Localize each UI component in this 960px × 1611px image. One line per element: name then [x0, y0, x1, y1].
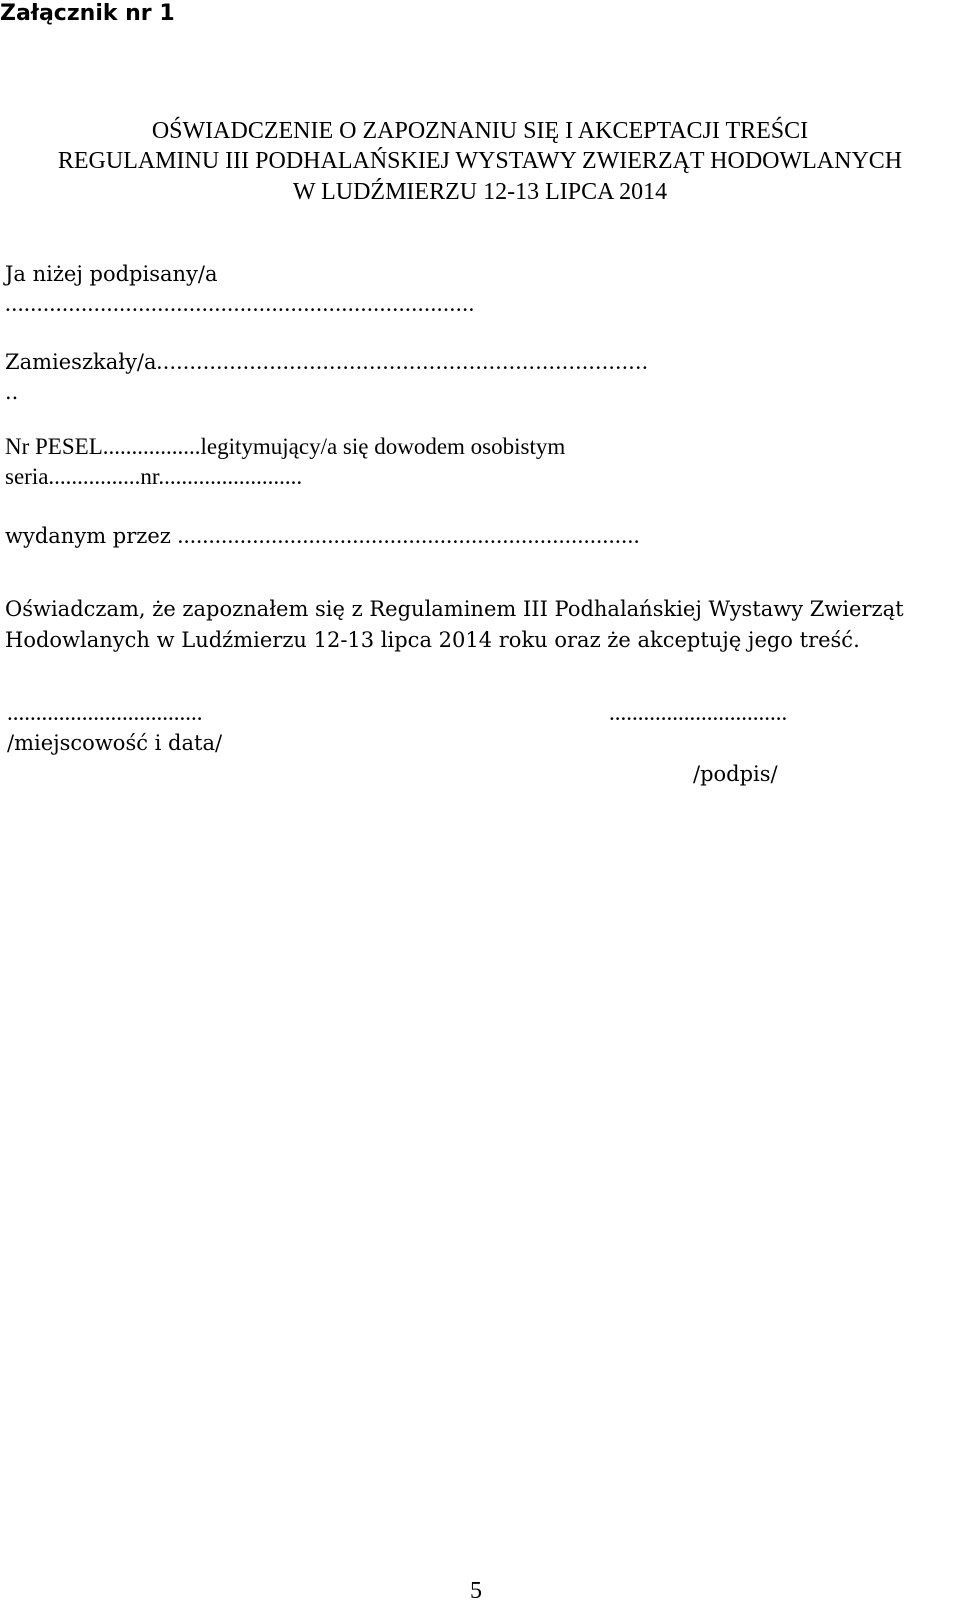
series-label: seria: [5, 464, 49, 489]
residence-field: [5, 347, 649, 377]
pesel-label: Nr PESEL: [5, 434, 103, 459]
pesel-blank: .................: [102, 434, 201, 459]
declaration-title-line-2: REGULAMINU III PODHALAŃSKIEJ WYSTAWY ZWIERZĄT HODOWLANYCH: [57, 148, 903, 174]
residence-blank: ..........................................................................: [156, 349, 649, 374]
id-text: legitymujący/a się dowodem osobistym: [200, 434, 566, 459]
signature-blank: ...............................: [609, 700, 788, 725]
signer-blank: ..........................................................................: [5, 291, 475, 316]
signer-label: Ja niżej podpisany/a: [5, 262, 218, 286]
declaration-statement: Oświadczam, że zapoznałem się z Regulaminem III Podhalańskiej Wystawy Zwierząt Hodowlanych w Ludźmierzu 12-13 lipca 2014 roku oraz że akceptuję jego treść.: [5, 597, 904, 652]
residence-blank-wrap: ..: [5, 380, 19, 404]
residence-label: Zamieszkały/a: [5, 350, 157, 374]
page-number: 5: [470, 1578, 482, 1604]
issued-blank: ..........................................................................: [177, 523, 641, 548]
signature-label: /podpis/: [693, 762, 778, 786]
pesel-id-field: [5, 432, 565, 462]
number-label: nr: [140, 464, 159, 489]
series-blank: ................: [48, 464, 141, 489]
place-date-blank: ..................................: [7, 700, 203, 725]
declaration-title-line-1: OŚWIADCZENIE O ZAPOZNANIU SIĘ I AKCEPTACJI TREŚCI: [151, 118, 809, 144]
attachment-heading: Załącznik nr 1: [0, 1, 175, 26]
declaration-title-line-3: W LUDŹMIERZU 12-13 LIPCA 2014: [292, 179, 668, 205]
number-blank: .........................: [158, 464, 303, 489]
issued-label: wydanym przez: [5, 524, 171, 548]
place-date-label: /miejscowość i data/: [7, 731, 223, 755]
issued-by-field: [5, 521, 640, 551]
id-series-number-field: [5, 462, 302, 492]
